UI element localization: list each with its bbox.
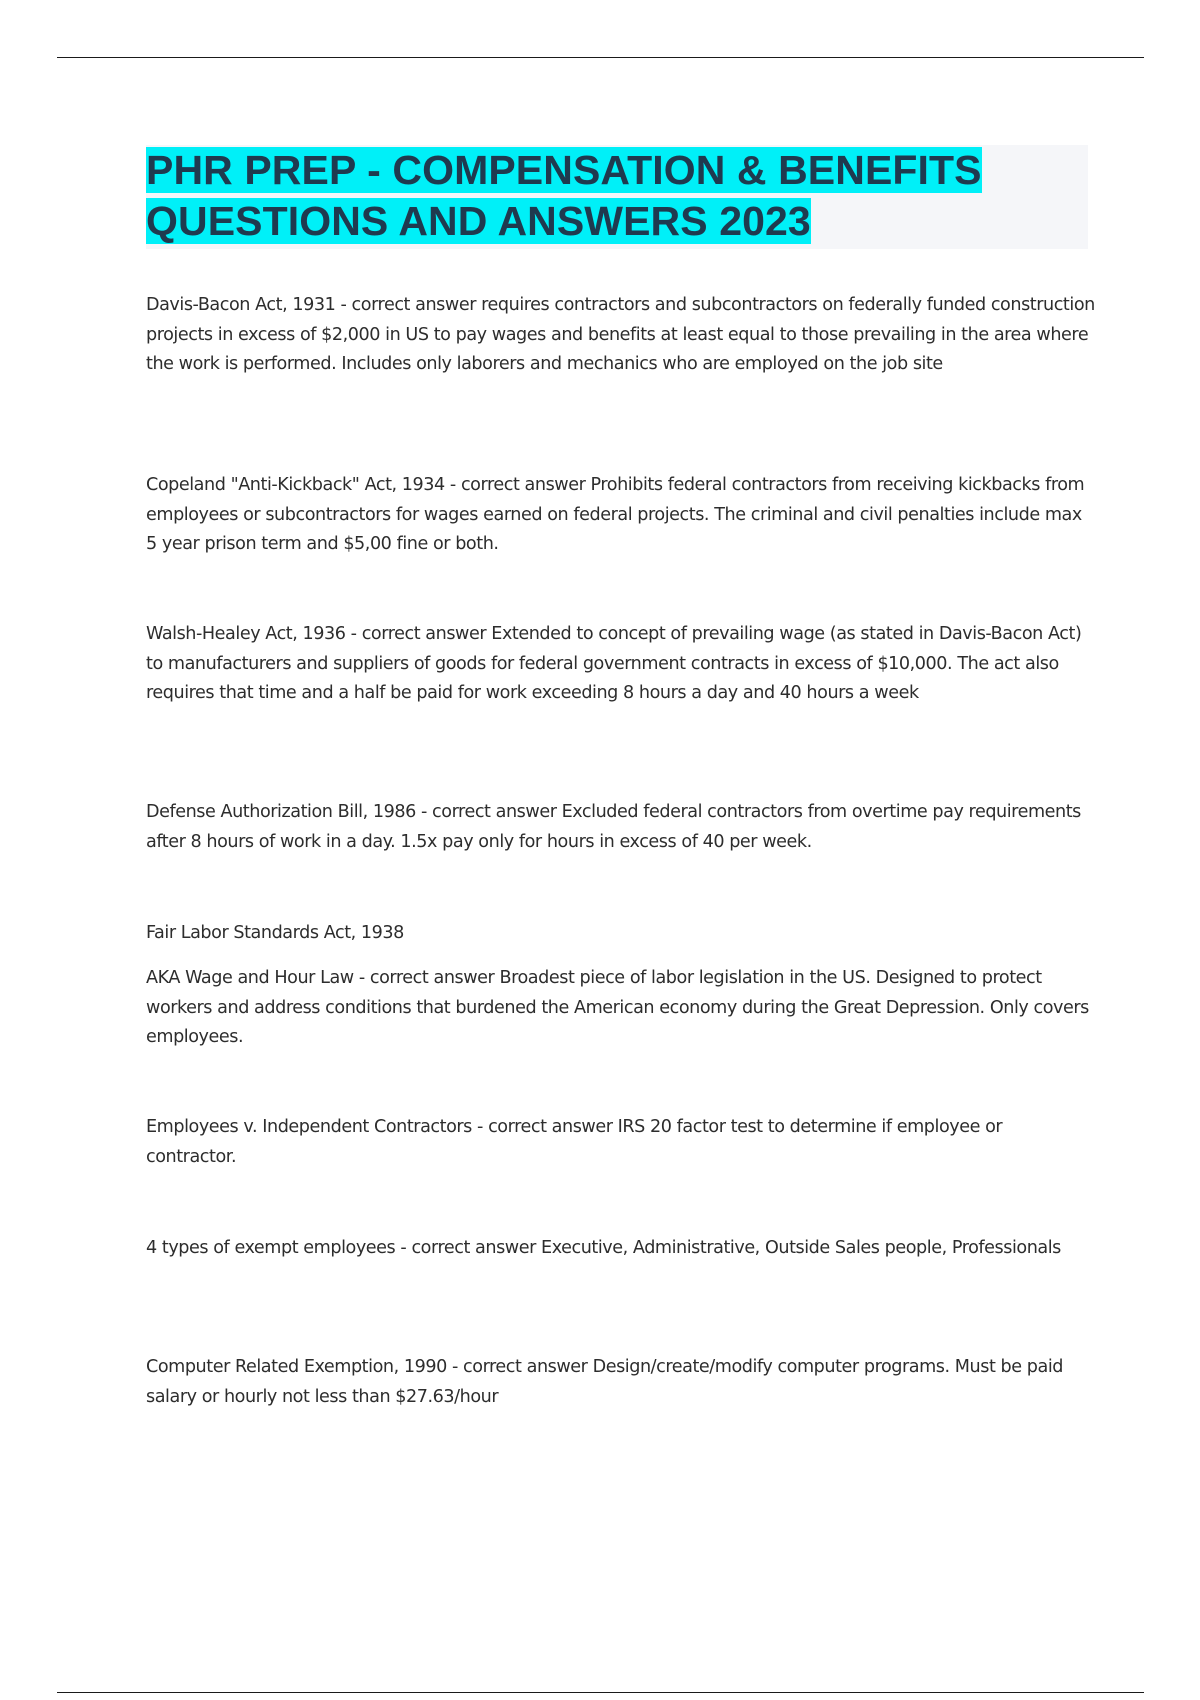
qa-entry-exempt-types: 4 types of exempt employees - correct answer Executive, Administrative, Outside Sales people, Professionals	[146, 1238, 1061, 1258]
qa-entry-copeland: Copeland "Anti-Kickback" Act, 1934 - correct answer Prohibits federal contractors from receiving kickbacks from employees or subcontractors for wages earned on federal projects. The criminal and civil penalties include max 5 year prison term and $5,00 fine or both.	[146, 475, 1085, 554]
bottom-rule	[57, 1692, 1144, 1693]
qa-entry-independent-contractors: Employees v. Independent Contractors - correct answer IRS 20 factor test to determine if employee or contractor.	[146, 1117, 1003, 1167]
document-title	[146, 145, 1088, 247]
qa-entry-computer-exemption: Computer Related Exemption, 1990 - correct answer Design/create/modify computer programs. Must be paid salary or hourly not less than $27.63/hour	[146, 1357, 1063, 1407]
top-rule	[57, 57, 1144, 58]
qa-entry-defense-authorization: Defense Authorization Bill, 1986 - correct answer Excluded federal contractors from overtime pay requirements after 8 hours of work in a day. 1.5x pay only for hours in excess of 40 per week.	[146, 802, 1081, 852]
qa-entry-davis-bacon: Davis-Bacon Act, 1931 - correct answer requires contractors and subcontractors on federally funded construction projects in excess of $2,000 in US to pay wages and benefits at least equal to those prevailing in the area where the work is performed. Includes only laborers and mechanics who are employed on the job site	[146, 295, 1095, 374]
qa-entry-walsh-healey: Walsh-Healey Act, 1936 - correct answer Extended to concept of prevailing wage (as stated in Davis-Bacon Act) to manufacturers and suppliers of goods for federal government contracts in excess of $10,000. The act also requires that time and a half be paid for work exceeding 8 hours a day and 40 hours a week	[146, 624, 1082, 703]
title-line-2: QUESTIONS AND ANSWERS 2023	[146, 198, 811, 244]
title-line-1: PHR PREP - COMPENSATION & BENEFITS	[146, 147, 982, 193]
qa-entry-flsa: AKA Wage and Hour Law - correct answer Broadest piece of labor legislation in the US. Designed to protect workers and address conditions that burdened the American economy during the Great Depression. Only covers employees.	[146, 968, 1089, 1047]
qa-entry-flsa-heading: Fair Labor Standards Act, 1938	[146, 923, 404, 943]
title-block	[146, 145, 1088, 249]
